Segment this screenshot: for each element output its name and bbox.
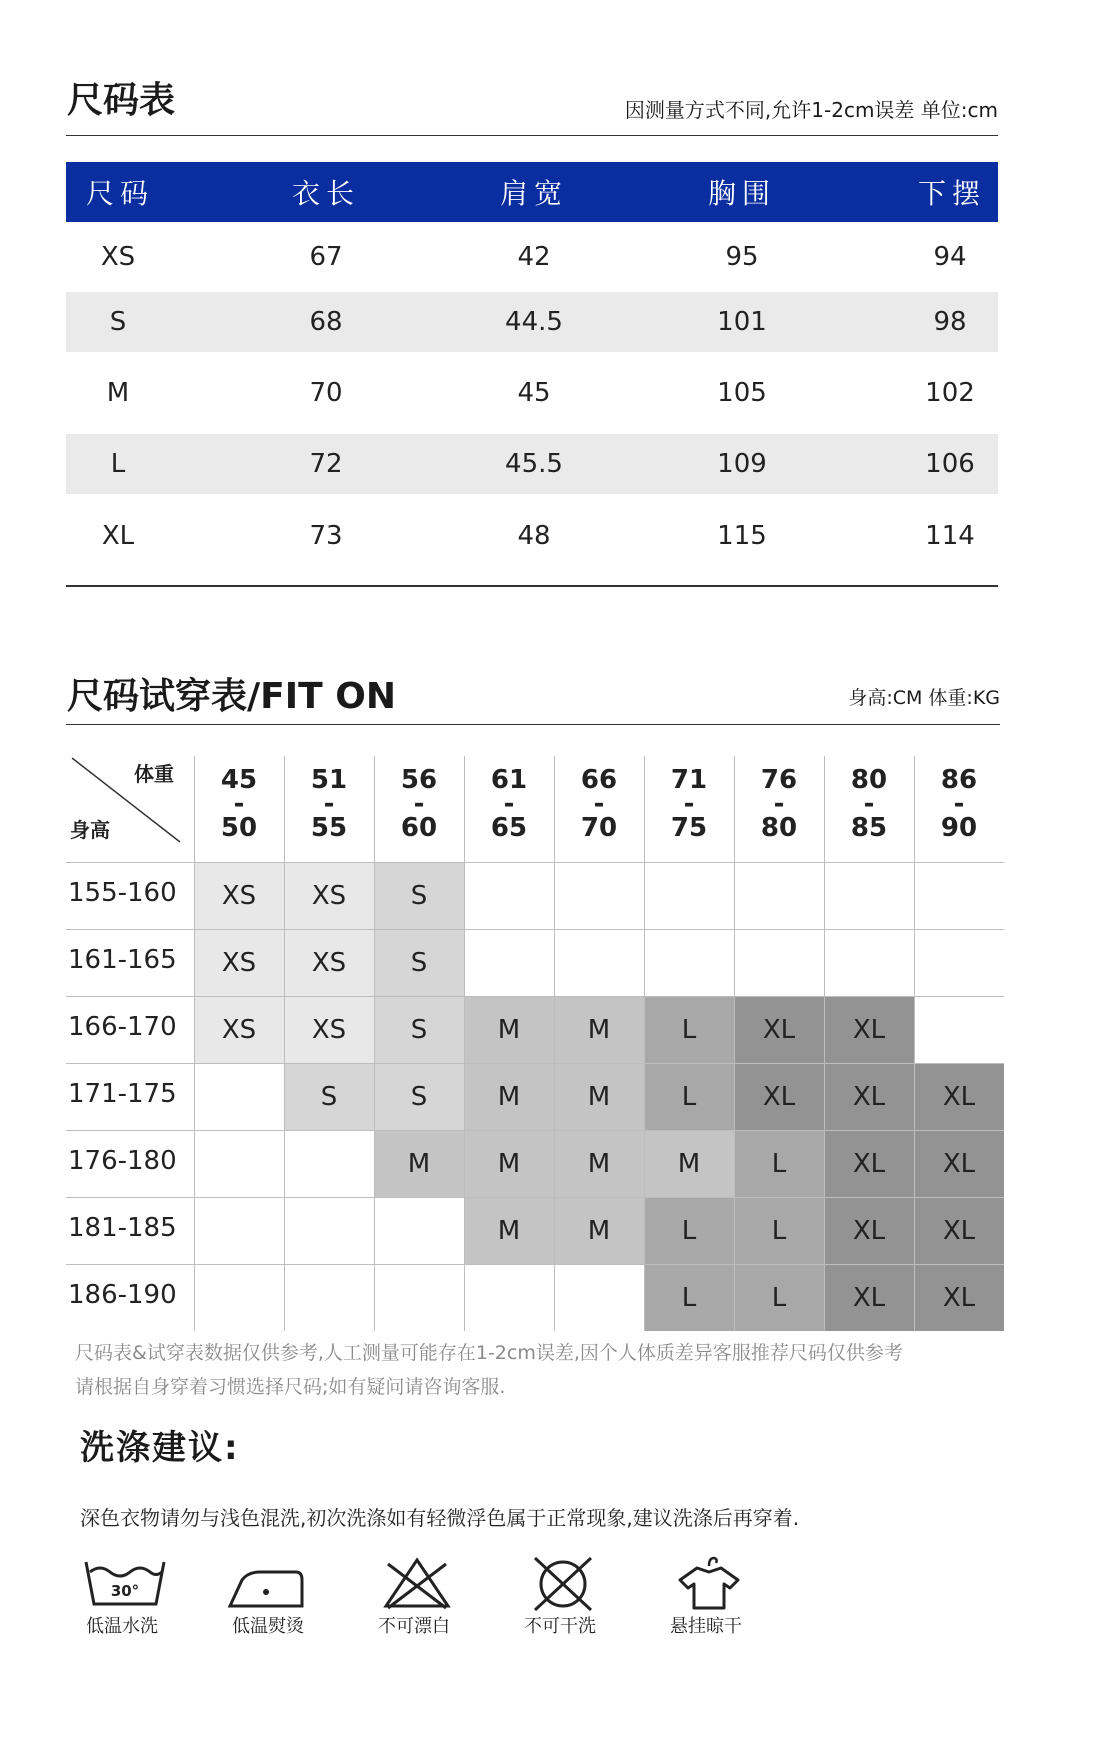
- hem-cell: 98: [933, 307, 967, 337]
- weight-axis-label: 体重: [134, 762, 174, 786]
- size-chart-title: 尺码表: [67, 80, 176, 121]
- fit-on-title: 尺码试穿表/FIT ON: [67, 676, 396, 717]
- shoulder-cell: 42: [517, 242, 551, 272]
- fit-size-cell: [464, 929, 554, 996]
- fit-size-cell: S: [374, 862, 464, 929]
- height-row-label: 155-160: [68, 878, 177, 908]
- table-row: [66, 352, 998, 434]
- divider: [66, 585, 998, 587]
- fit-size-cell: [464, 1264, 554, 1331]
- fit-size-cell: [194, 1063, 284, 1130]
- size-table: [66, 162, 998, 578]
- fit-size-cell: M: [554, 1197, 644, 1264]
- weight-column-header: [194, 756, 284, 852]
- fit-size-cell: [194, 1264, 284, 1331]
- fit-size-cell: [734, 929, 824, 996]
- fit-size-cell: M: [374, 1130, 464, 1197]
- fit-on-table: [66, 750, 996, 1320]
- fit-size-cell: S: [374, 929, 464, 996]
- fit-size-cell: [914, 996, 1004, 1063]
- weight-column-header: [824, 756, 914, 852]
- length-cell: 72: [309, 449, 343, 479]
- fit-size-cell: XL: [914, 1264, 1004, 1331]
- fit-size-cell: XS: [284, 862, 374, 929]
- header-hem: 下摆: [917, 177, 987, 210]
- fit-size-cell: [914, 862, 1004, 929]
- header-size: 尺码: [85, 177, 155, 210]
- weight-column-header: [284, 756, 374, 852]
- table-row: [66, 292, 998, 352]
- chest-cell: 105: [717, 378, 767, 408]
- fit-size-cell: [554, 862, 644, 929]
- length-cell: 67: [309, 242, 343, 272]
- weight-top: 56: [400, 765, 438, 795]
- fit-on-note: 身高:CM 体重:KG: [848, 687, 1000, 709]
- weight-top: 66: [580, 765, 618, 795]
- size-chart-note: 因测量方式不同,允许1-2cm误差 单位:cm: [624, 98, 998, 122]
- weight-top: 76: [760, 765, 798, 795]
- fit-size-cell: S: [374, 996, 464, 1063]
- weight-dash: -: [593, 789, 605, 819]
- table-row: [66, 434, 998, 494]
- grid-line: [374, 756, 375, 1331]
- divider: [66, 135, 998, 136]
- fit-size-cell: [824, 929, 914, 996]
- size-cell: S: [109, 307, 127, 337]
- shoulder-cell: 48: [517, 521, 551, 551]
- fit-size-cell: [734, 862, 824, 929]
- weight-bottom: 60: [400, 813, 438, 843]
- fit-size-cell: XL: [824, 996, 914, 1063]
- height-row-label: 181-185: [68, 1213, 177, 1243]
- fit-size-cell: M: [644, 1130, 734, 1197]
- weight-top: 45: [220, 765, 258, 795]
- grid-line: [66, 1063, 1004, 1064]
- fit-size-cell: L: [734, 1197, 824, 1264]
- weight-dash: -: [503, 789, 515, 819]
- grid-line: [284, 756, 285, 1331]
- washing-description: 深色衣物请勿与浅色混洗,初次洗涤如有轻微浮色属于正常现象,建议洗涤后再穿着.: [80, 1506, 800, 1530]
- height-axis-label: 身高: [70, 818, 110, 842]
- disclaimer-line: 尺码表&试穿表数据仅供参考,人工测量可能存在1-2cm误差,因个人体质差异客服推荐尺码仅供参考: [75, 1342, 903, 1364]
- weight-top: 51: [310, 765, 348, 795]
- fit-size-cell: M: [554, 996, 644, 1063]
- hem-cell: 106: [925, 449, 975, 479]
- header-shoulder: 肩宽: [499, 177, 569, 210]
- height-row-label: 186-190: [68, 1280, 177, 1310]
- icon-label: 低温熨烫: [232, 1616, 304, 1637]
- weight-dash: -: [233, 789, 245, 819]
- fit-size-cell: XS: [194, 996, 284, 1063]
- grid-line: [66, 1130, 1004, 1131]
- fit-size-cell: S: [374, 1063, 464, 1130]
- grid-line: [66, 862, 1004, 863]
- fit-size-cell: [914, 929, 1004, 996]
- hem-cell: 114: [925, 521, 975, 551]
- fit-size-cell: [644, 862, 734, 929]
- height-row-label: 176-180: [68, 1146, 177, 1176]
- chest-cell: 101: [717, 307, 767, 337]
- shoulder-cell: 45: [517, 378, 551, 408]
- weight-dash: -: [683, 789, 695, 819]
- fit-size-cell: XL: [914, 1130, 1004, 1197]
- grid-line: [66, 929, 1004, 930]
- fit-size-cell: [554, 929, 644, 996]
- fit-size-cell: XL: [824, 1130, 914, 1197]
- grid-line: [464, 756, 465, 1331]
- weight-bottom: 55: [310, 813, 348, 843]
- size-cell: XS: [100, 242, 136, 272]
- icon-label: 不可干洗: [524, 1616, 596, 1637]
- fit-size-cell: [374, 1197, 464, 1264]
- disclaimer-line: 请根据自身穿着习惯选择尺码;如有疑问请咨询客服.: [75, 1376, 506, 1398]
- chest-cell: 115: [717, 521, 767, 551]
- weight-bottom: 90: [940, 813, 978, 843]
- icon-label: 低温水洗: [86, 1616, 158, 1637]
- shoulder-cell: 45.5: [505, 449, 563, 479]
- weight-bottom: 80: [760, 813, 798, 843]
- weight-column-header: [464, 756, 554, 852]
- icon-label: 不可漂白: [378, 1616, 450, 1637]
- fit-size-cell: XL: [824, 1197, 914, 1264]
- grid-line: [824, 756, 825, 1331]
- grid-line: [644, 756, 645, 1331]
- fit-size-cell: M: [464, 996, 554, 1063]
- weight-top: 71: [670, 765, 708, 795]
- height-row-label: 166-170: [68, 1012, 177, 1042]
- weight-column-header: [644, 756, 734, 852]
- fit-size-cell: M: [554, 1130, 644, 1197]
- weight-dash: -: [863, 789, 875, 819]
- size-cell: L: [110, 449, 126, 479]
- wash-temp-text: 30°: [110, 1582, 140, 1600]
- fit-size-cell: XL: [914, 1063, 1004, 1130]
- height-row-label: 171-175: [68, 1079, 177, 1109]
- hem-cell: 94: [933, 242, 967, 272]
- fit-size-cell: L: [734, 1130, 824, 1197]
- grid-line: [734, 756, 735, 1331]
- disclaimer: [75, 1336, 903, 1404]
- table-row: [66, 222, 998, 292]
- weight-dash: -: [953, 789, 965, 819]
- fit-size-cell: M: [464, 1063, 554, 1130]
- weight-column-header: [374, 756, 464, 852]
- washing-title: 洗涤建议:: [80, 1428, 240, 1468]
- icon-label: 悬挂晾干: [670, 1616, 742, 1637]
- divider: [66, 724, 1000, 725]
- fit-size-cell: [644, 929, 734, 996]
- fit-size-cell: M: [464, 1130, 554, 1197]
- fit-size-cell: [284, 1264, 374, 1331]
- fit-size-cell: M: [554, 1063, 644, 1130]
- weight-top: 86: [940, 765, 978, 795]
- header-length: 衣长: [291, 177, 361, 210]
- fit-size-cell: XS: [194, 929, 284, 996]
- fit-size-cell: XS: [284, 996, 374, 1063]
- table-row: [66, 494, 998, 578]
- fit-size-cell: L: [644, 1063, 734, 1130]
- shoulder-cell: 44.5: [505, 307, 563, 337]
- grid-line: [66, 1197, 1004, 1198]
- weight-dash: -: [413, 789, 425, 819]
- header-chest: 胸围: [707, 177, 777, 210]
- grid-line: [194, 756, 195, 1331]
- fit-size-cell: XL: [734, 1063, 824, 1130]
- weight-bottom: 85: [850, 813, 888, 843]
- fit-size-cell: L: [644, 1264, 734, 1331]
- weight-column-header: [914, 756, 1004, 852]
- fit-size-cell: [554, 1264, 644, 1331]
- fit-size-cell: XS: [284, 929, 374, 996]
- fit-size-cell: XL: [914, 1197, 1004, 1264]
- weight-column-header: [554, 756, 644, 852]
- weight-bottom: 75: [670, 813, 708, 843]
- fit-size-cell: [464, 862, 554, 929]
- fit-size-cell: [824, 862, 914, 929]
- fit-size-cell: [374, 1264, 464, 1331]
- weight-bottom: 50: [220, 813, 258, 843]
- length-cell: 68: [309, 307, 343, 337]
- chest-cell: 95: [725, 242, 759, 272]
- weight-bottom: 70: [580, 813, 618, 843]
- size-cell: M: [106, 378, 130, 408]
- height-row-label: 161-165: [68, 945, 177, 975]
- weight-top: 80: [850, 765, 888, 795]
- fit-size-cell: M: [464, 1197, 554, 1264]
- grid-line: [66, 1264, 1004, 1265]
- fit-size-cell: L: [734, 1264, 824, 1331]
- fit-size-cell: [194, 1197, 284, 1264]
- weight-bottom: 65: [490, 813, 528, 843]
- weight-top: 61: [490, 765, 528, 795]
- fit-size-cell: XL: [824, 1264, 914, 1331]
- fit-size-cell: L: [644, 1197, 734, 1264]
- weight-dash: -: [323, 789, 335, 819]
- grid-line: [66, 996, 1004, 997]
- fit-size-cell: [194, 1130, 284, 1197]
- length-cell: 73: [309, 521, 343, 551]
- fit-size-cell: XS: [194, 862, 284, 929]
- fit-size-cell: XL: [824, 1063, 914, 1130]
- fit-size-cell: L: [644, 996, 734, 1063]
- fit-size-cell: [284, 1130, 374, 1197]
- weight-column-header: [734, 756, 824, 852]
- grid-line: [554, 756, 555, 1331]
- size-cell: XL: [101, 521, 135, 551]
- size-table-header: [66, 162, 998, 222]
- fit-size-cell: S: [284, 1063, 374, 1130]
- weight-dash: -: [773, 789, 785, 819]
- chest-cell: 109: [717, 449, 767, 479]
- fit-size-cell: [284, 1197, 374, 1264]
- grid-line: [914, 756, 915, 1331]
- hem-cell: 102: [925, 378, 975, 408]
- fit-size-cell: XL: [734, 996, 824, 1063]
- length-cell: 70: [309, 378, 343, 408]
